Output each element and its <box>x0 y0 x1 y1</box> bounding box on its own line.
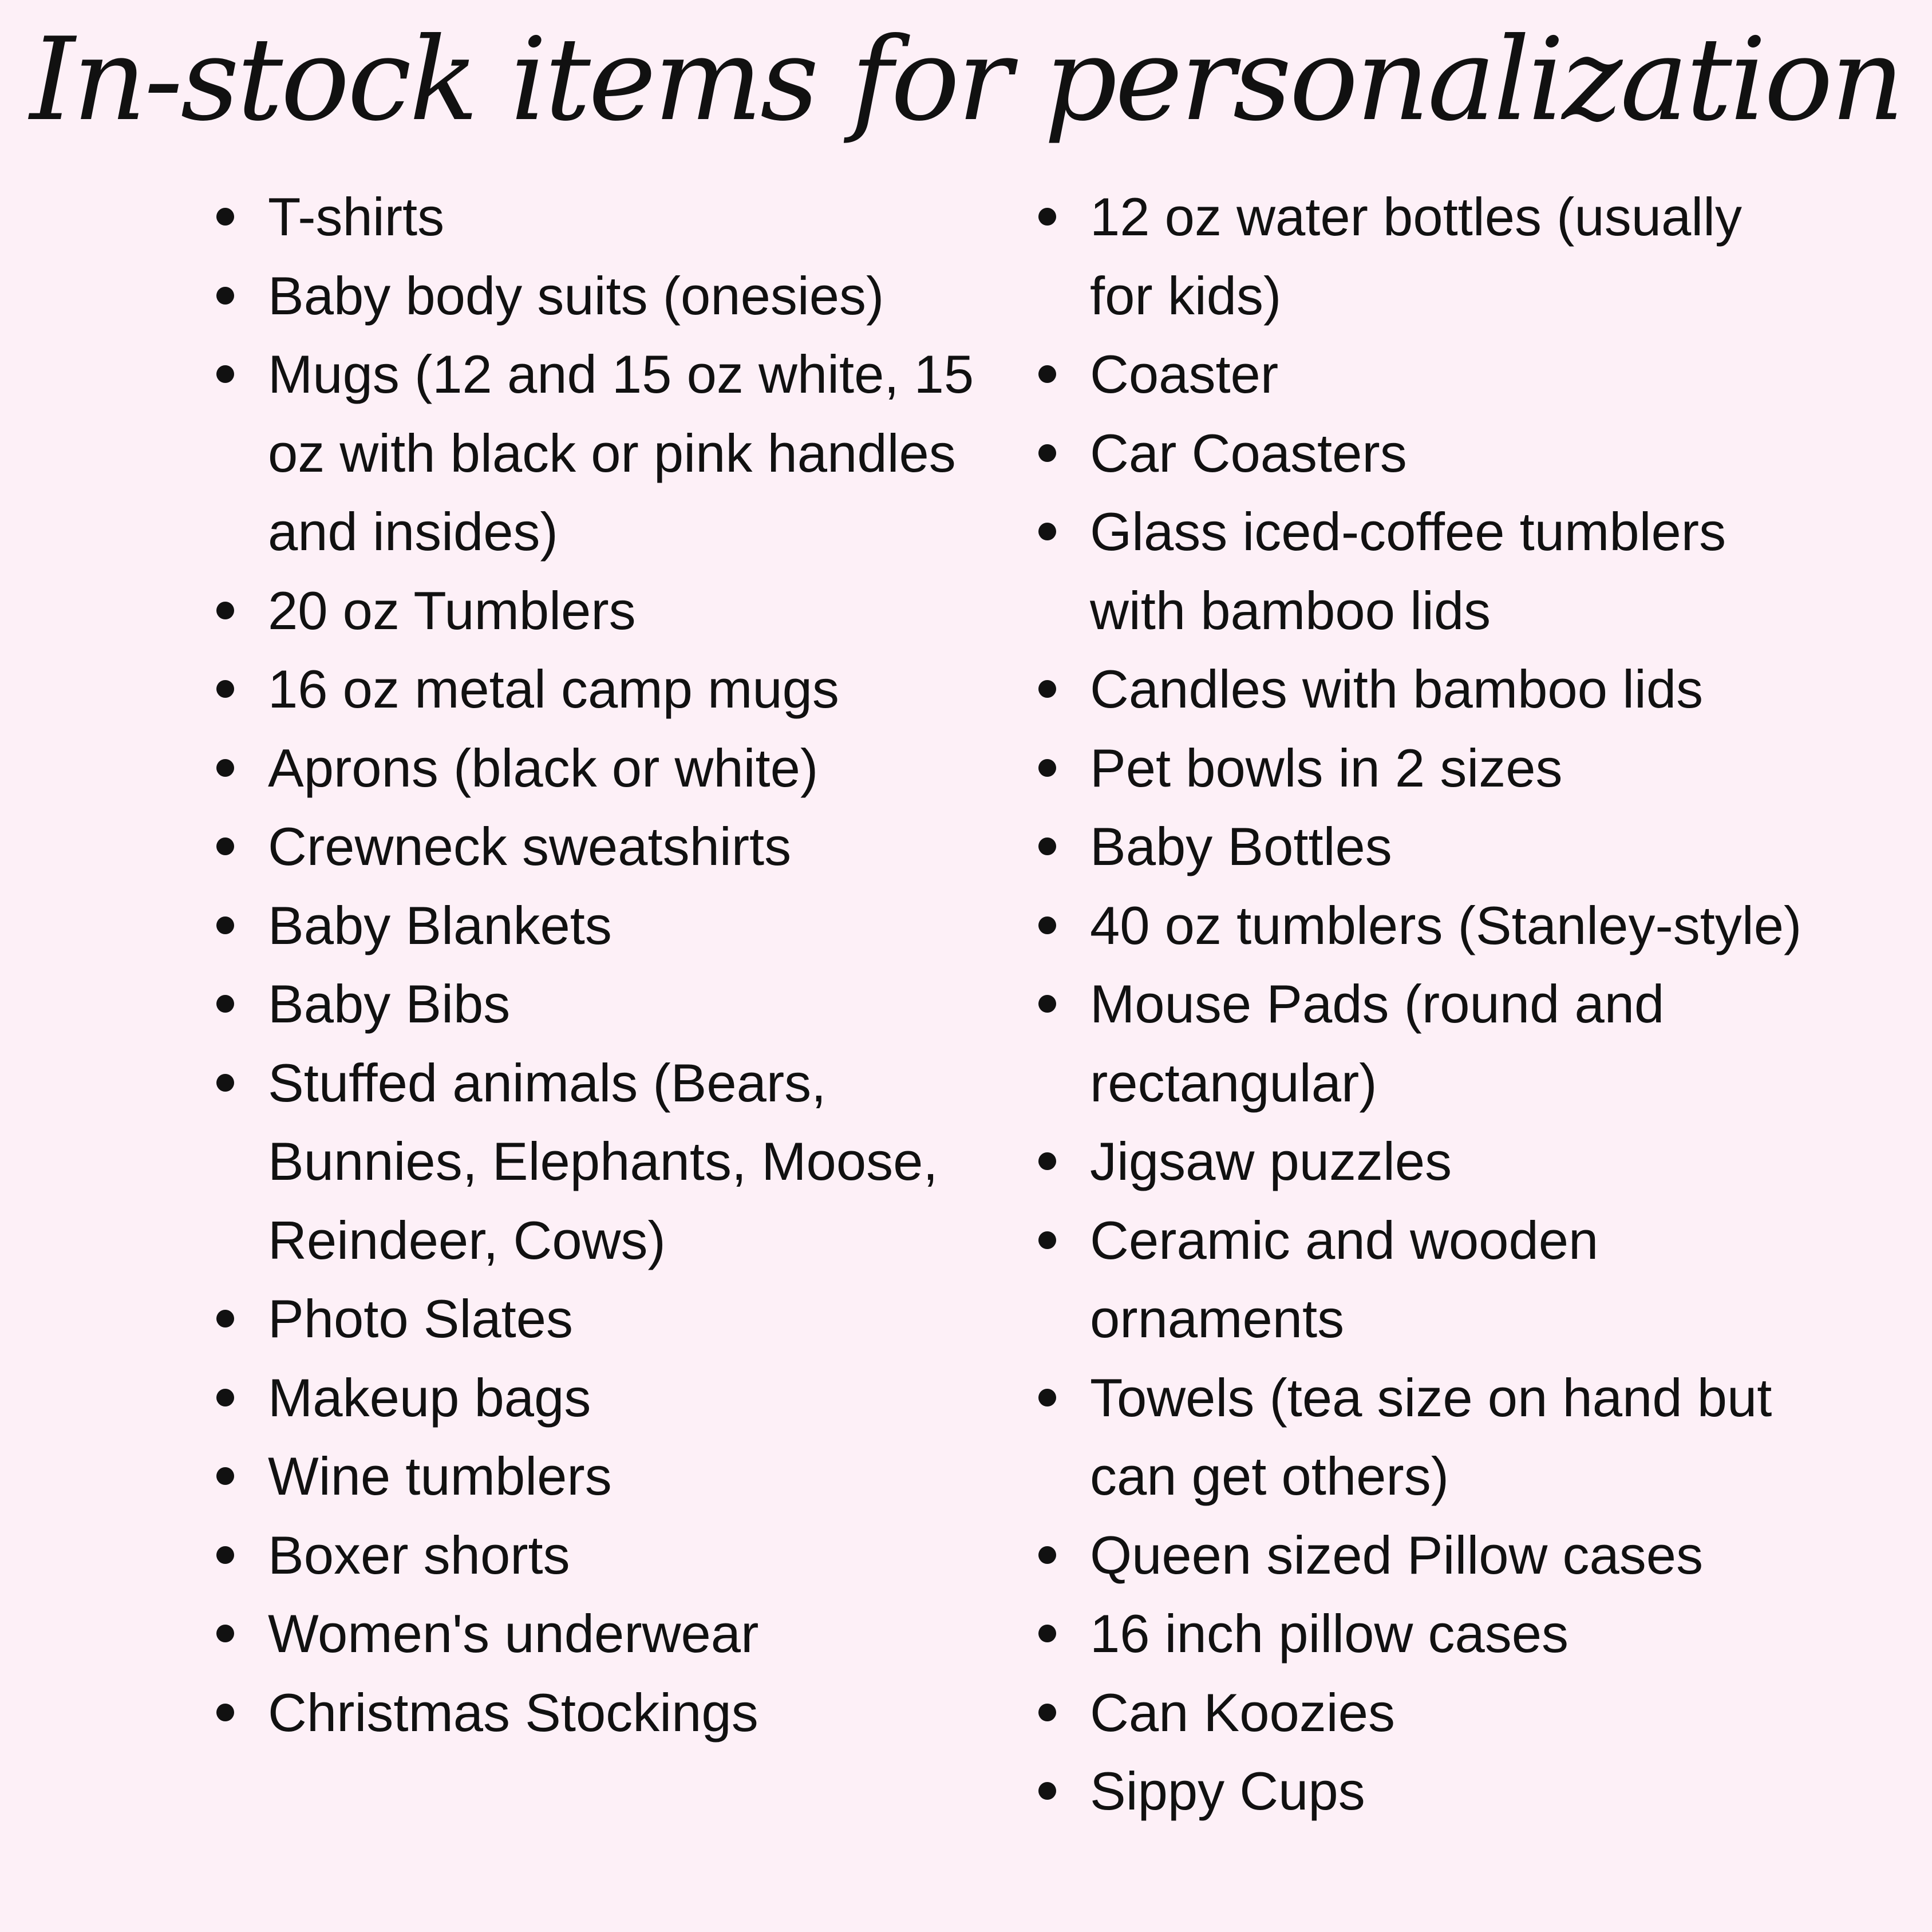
list-item: Wine tumblers <box>212 1437 979 1516</box>
list-item: Stuffed animals (Bears, Bunnies, Elephants, Moose, Reindeer, Cows) <box>212 1044 979 1280</box>
list-item: Women's underwear <box>212 1594 979 1673</box>
list-item: Baby Blankets <box>212 886 979 965</box>
list-item: Mugs (12 and 15 oz white, 15 oz with black or pink handles and insides) <box>212 335 979 571</box>
list-item: Jigsaw puzzles <box>1034 1122 1812 1201</box>
list-item: T-shirts <box>212 177 979 256</box>
list-item: 16 inch pillow cases <box>1034 1594 1812 1673</box>
list-item: Christmas Stockings <box>212 1673 979 1752</box>
list-item: Ceramic and wooden ornaments <box>1034 1201 1812 1358</box>
list-item: 20 oz Tumblers <box>212 571 979 650</box>
list-item: Aprons (black or white) <box>212 729 979 808</box>
right-item-list <box>1034 177 1812 1831</box>
list-item: Can Koozies <box>1034 1673 1812 1752</box>
list-item: Boxer shorts <box>212 1516 979 1595</box>
list-item: Glass iced-coffee tumblers with bamboo lids <box>1034 492 1812 650</box>
list-item: Queen sized Pillow cases <box>1034 1516 1812 1595</box>
list-item: Coaster <box>1034 335 1812 414</box>
list-item: Sippy Cups <box>1034 1752 1812 1831</box>
list-item: Car Coasters <box>1034 414 1812 493</box>
list-item: Pet bowls in 2 sizes <box>1034 729 1812 808</box>
list-item: Mouse Pads (round and rectangular) <box>1034 965 1812 1122</box>
left-item-list <box>212 177 979 1752</box>
list-item: Candles with bamboo lids <box>1034 650 1812 729</box>
list-item: Baby body suits (onesies) <box>212 256 979 335</box>
list-item: Photo Slates <box>212 1279 979 1358</box>
list-item: Towels (tea size on hand but can get others) <box>1034 1358 1812 1516</box>
list-item: Makeup bags <box>212 1358 979 1437</box>
list-item: 16 oz metal camp mugs <box>212 650 979 729</box>
page-title: In-stock items for personalization <box>30 13 1902 147</box>
list-item: 12 oz water bottles (usually for kids) <box>1034 177 1812 335</box>
list-item: 40 oz tumblers (Stanley-style) <box>1034 886 1812 965</box>
list-item: Crewneck sweatshirts <box>212 807 979 886</box>
list-item: Baby Bottles <box>1034 807 1812 886</box>
list-item: Baby Bibs <box>212 965 979 1044</box>
